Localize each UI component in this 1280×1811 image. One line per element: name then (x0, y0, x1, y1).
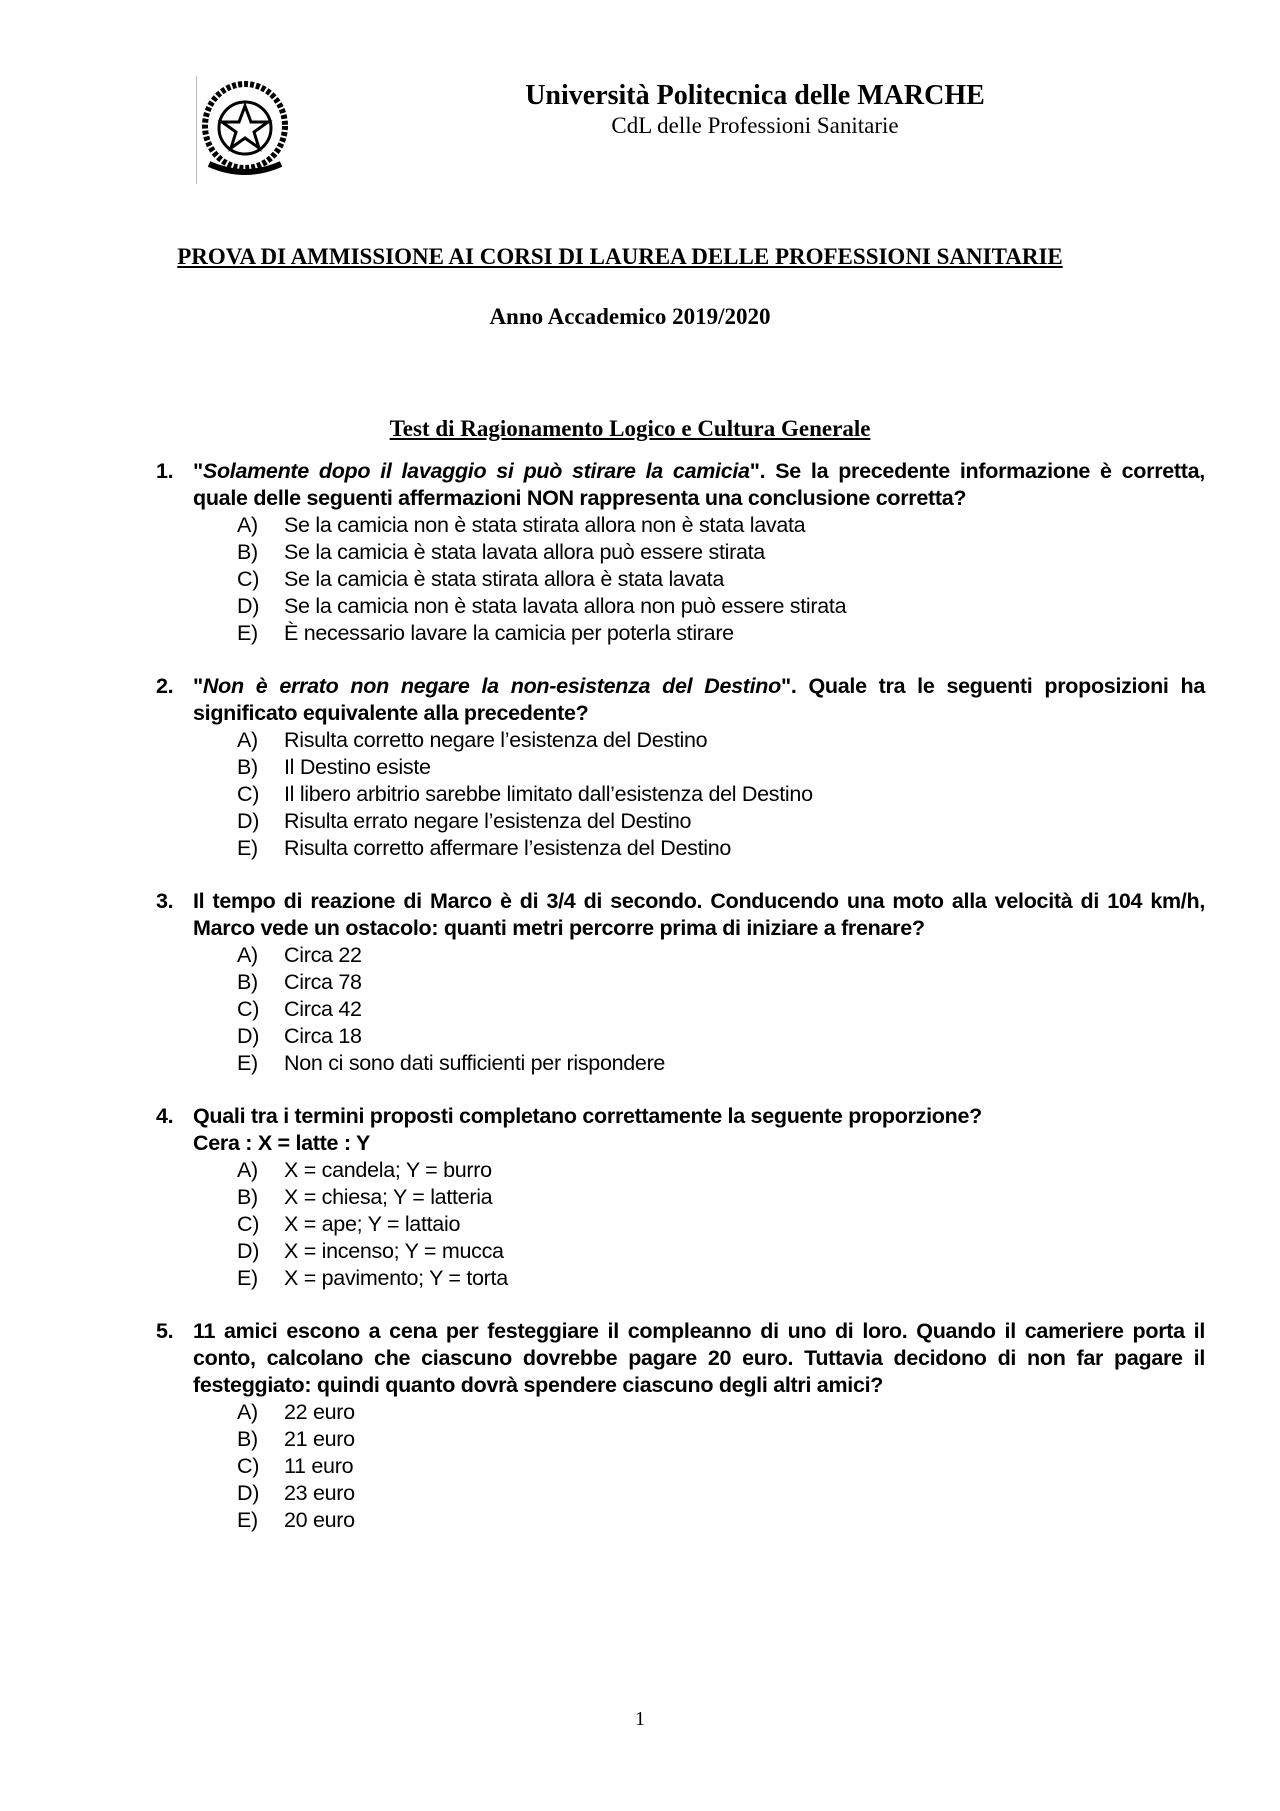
answer-option (0, 1211, 1280, 1238)
option-text: Risulta corretto affermare l’esistenza del Destino (284, 836, 732, 860)
answer-option (0, 781, 1280, 808)
section-title (0, 416, 1270, 442)
question-text (193, 888, 1205, 942)
course-name: CdL delle Professioni Sanitarie (611, 113, 899, 138)
answer-option (0, 1480, 1280, 1507)
option-text: Se la camicia non è stata lavata allora non può essere stirata (284, 594, 847, 618)
question-text: "Non è errato non negare la non-esistenza del Destino". Quale tra le seguenti proposizioni ha significato equivalente alla precedente? (193, 674, 1205, 725)
option-text: 20 euro (284, 1508, 355, 1532)
option-letter: E) (237, 1051, 258, 1075)
section-title-text: Test di Ragionamento Logico e Cultura Generale (389, 416, 871, 441)
question-number: 4. (156, 1104, 174, 1128)
option-letter: B) (237, 755, 258, 779)
option-text: 23 euro (284, 1481, 355, 1505)
answer-option (0, 566, 1280, 593)
academic-year: Anno Accademico 2019/2020 (489, 304, 771, 329)
answer-option (0, 1507, 1280, 1534)
answer-option (0, 942, 1280, 969)
question-text (193, 1318, 1205, 1399)
question-3 (0, 888, 1280, 1077)
option-letter: C) (237, 1454, 260, 1478)
option-text: X = chiesa; Y = latteria (284, 1185, 493, 1209)
page-number: 1 (635, 1708, 645, 1730)
question-5 (0, 1318, 1280, 1534)
answer-option (0, 727, 1280, 754)
answer-option (0, 1157, 1280, 1184)
option-letter: D) (237, 1481, 260, 1505)
option-text: Il Destino esiste (284, 755, 431, 779)
option-text: È necessario lavare la camicia per poterla stirare (284, 621, 734, 645)
question-list (0, 458, 1280, 1560)
option-text: Circa 18 (284, 1024, 362, 1048)
option-text: Risulta errato negare l’esistenza del Destino (284, 809, 692, 833)
answer-option (0, 1399, 1280, 1426)
question-1 (0, 458, 1280, 647)
exam-title (0, 244, 1260, 270)
option-letter: E) (237, 1508, 258, 1532)
question-body: Quale tra le seguenti proposizioni ha significato equivalente alla precedente? (193, 674, 1205, 725)
option-text: Se la camicia è stata stirata allora è stata lavata (284, 567, 725, 591)
option-letter: B) (237, 970, 258, 994)
answer-option (0, 539, 1280, 566)
answer-option (0, 1426, 1280, 1453)
answer-option (0, 808, 1280, 835)
answer-option (0, 754, 1280, 781)
option-text: Non ci sono dati sufficienti per rispondere (284, 1051, 666, 1075)
question-text: "Solamente dopo il lavaggio si può stirare la camicia". Se la precedente informazione è corretta, quale delle seguenti affermazioni NON rappresenta una conclusione corretta? (193, 459, 1205, 510)
question-body: Se la precedente informazione è corretta, quale delle seguenti affermazioni NON rappresenta una conclusione corretta? (193, 459, 1205, 510)
university-name: Università Politecnica delle MARCHE (525, 80, 985, 111)
option-letter: C) (237, 782, 260, 806)
option-letter: B) (237, 1427, 258, 1451)
republic-emblem-logo (196, 76, 293, 184)
option-letter: E) (237, 836, 258, 860)
question-body: Quali tra i termini proposti completano correttamente la seguente proporzione? (193, 1104, 982, 1128)
answer-option (0, 1023, 1280, 1050)
option-text: 11 euro (284, 1454, 354, 1478)
question-number: 5. (156, 1319, 174, 1343)
answer-option (0, 512, 1280, 539)
option-text: 21 euro (284, 1427, 355, 1451)
option-letter: A) (237, 1400, 258, 1424)
option-text: X = incenso; Y = mucca (284, 1239, 504, 1263)
answer-option (0, 593, 1280, 620)
option-letter: B) (237, 540, 258, 564)
question-subtext: Cera : X = latte : Y (193, 1131, 371, 1155)
option-letter: B) (237, 1185, 258, 1209)
option-text: Circa 42 (284, 997, 362, 1021)
question-2 (0, 673, 1280, 862)
option-text: X = pavimento; Y = torta (284, 1266, 508, 1290)
exam-title-text: PROVA DI AMMISSIONE AI CORSI DI LAUREA DELLE PROFESSIONI SANITARIE (177, 244, 1063, 269)
answer-option (0, 1050, 1280, 1077)
option-letter: D) (237, 1239, 260, 1263)
answer-option (0, 1238, 1280, 1265)
question-text (193, 1103, 1205, 1157)
option-text: Il libero arbitrio sarebbe limitato dall’esistenza del Destino (284, 782, 813, 806)
option-letter: A) (237, 943, 258, 967)
answer-option (0, 620, 1280, 647)
option-text: Circa 22 (284, 943, 362, 967)
option-text: Risulta corretto negare l’esistenza del Destino (284, 728, 708, 752)
answer-option (0, 996, 1280, 1023)
answer-option (0, 1265, 1280, 1292)
option-text: Se la camicia non è stata stirata allora non è stata lavata (284, 513, 806, 537)
option-letter: A) (237, 728, 258, 752)
option-letter: D) (237, 1024, 260, 1048)
option-letter: D) (237, 809, 260, 833)
question-number: 2. (156, 674, 174, 698)
option-letter: C) (237, 567, 260, 591)
question-4 (0, 1103, 1280, 1292)
option-letter: E) (237, 621, 258, 645)
question-quote: Solamente dopo il lavaggio si può stirare la camicia (202, 459, 750, 483)
option-text: Circa 78 (284, 970, 362, 994)
question-number: 3. (156, 889, 174, 913)
question-body: 11 amici escono a cena per festeggiare il compleanno di uno di loro. Quando il cameriere porta il conto, calcolano che ciascuno dovrebbe pagare 20 euro. Tuttavia decidono di non far pagare il festeggiato: quindi quanto dovrà spendere ciascuno degli altri amici? (193, 1319, 1205, 1397)
option-text: X = ape; Y = lattaio (284, 1212, 461, 1236)
answer-option (0, 969, 1280, 996)
option-letter: A) (237, 513, 258, 537)
option-letter: A) (237, 1158, 258, 1182)
option-letter: C) (237, 1212, 260, 1236)
option-letter: C) (237, 997, 260, 1021)
answer-option (0, 1453, 1280, 1480)
answer-option (0, 835, 1280, 862)
question-quote: Non è errato non negare la non-esistenza del Destino (202, 674, 781, 698)
option-text: Se la camicia è stata lavata allora può essere stirata (284, 540, 765, 564)
question-body: Il tempo di reazione di Marco è di 3/4 di secondo. Conducendo una moto alla velocità di 104 km/h, Marco vede un ostacolo: quanti metri percorre prima di iniziare a frenare? (193, 889, 1205, 940)
option-letter: D) (237, 594, 260, 618)
answer-option (0, 1184, 1280, 1211)
question-number: 1. (156, 459, 174, 483)
option-letter: E) (237, 1266, 258, 1290)
option-text: 22 euro (284, 1400, 355, 1424)
option-text: X = candela; Y = burro (284, 1158, 492, 1182)
